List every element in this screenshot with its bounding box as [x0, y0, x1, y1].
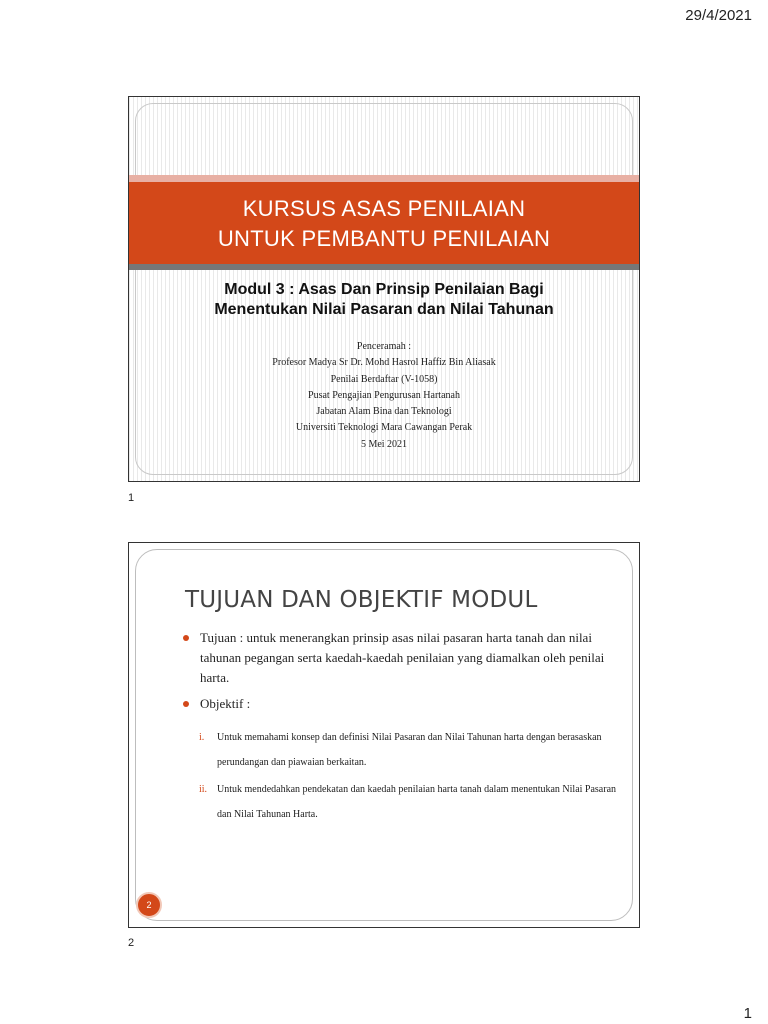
page-number: 1 — [743, 1005, 752, 1022]
roman-numeral-marker: i. — [199, 732, 205, 743]
print-date: 29/4/2021 — [685, 7, 752, 24]
roman-numeral-marker: ii. — [199, 784, 208, 795]
list-item — [181, 694, 621, 714]
presentation-date: 5 Mei 2021 — [360, 438, 408, 450]
bullet-dot-icon — [183, 635, 189, 641]
presenter-label: Penceramah : — [356, 341, 412, 352]
slide-2-caption-number: 2 — [128, 937, 135, 949]
objective-sub-list — [181, 726, 621, 827]
sub-list-item — [199, 778, 621, 827]
slide-number-badge: 2 — [136, 892, 162, 918]
sub-item-text: Untuk mendedahkan pendekatan dan kaedah penilaian harta tanah dalam menentukan Nilai Pasaran dan Nilai Tahunan Harta. — [217, 784, 617, 820]
list-item — [181, 628, 621, 688]
presenter-name: Profesor Madya Sr Dr. Mohd Hasrol Haffiz Bin Aliasak — [272, 357, 496, 369]
bullet-dot-icon — [183, 701, 189, 707]
presenter-school: Pusat Pengajian Pengurusan Hartanah — [308, 389, 460, 401]
module-subtitle — [129, 280, 639, 320]
bullet-text: Tujuan : untuk menerangkan prinsip asas nilai pasaran harta tanah dan nilai tahunan pegangan serta kaedah-kaedah penilaian yang diamalkan oleh penilai harta. — [200, 630, 605, 685]
objective-list — [181, 628, 621, 830]
presenter-university: Universiti Teknologi Mara Cawangan Perak — [295, 422, 473, 434]
title-line-1: KURSUS ASAS PENILAIAN — [242, 196, 526, 221]
presenter-registration: Penilai Berdaftar (V-1058) — [330, 373, 438, 385]
slide-2-heading: TUJUAN DAN OBJEKTIF MODUL — [185, 587, 538, 613]
bullet-text: Objektif : — [200, 696, 251, 711]
title-band — [129, 182, 639, 264]
presenter-department: Jabatan Alam Bina dan Teknologi — [316, 406, 452, 418]
title-accent-stripe — [129, 175, 639, 182]
slide-1-caption-number: 1 — [128, 492, 135, 504]
subtitle-line-1: Modul 3 : Asas Dan Prinsip Penilaian Bagi — [224, 281, 544, 298]
sub-item-text: Untuk memahami konsep dan definisi Nilai Pasaran dan Nilai Tahunan harta dengan berasaskan perundangan dan piawaian berkaitan. — [217, 732, 602, 768]
title-gray-stripe — [129, 264, 639, 270]
sub-list-item — [199, 726, 621, 775]
presenter-details — [129, 339, 639, 453]
subtitle-line-2: Menentukan Nilai Pasaran dan Nilai Tahunan — [214, 301, 554, 318]
slide-2 — [128, 542, 640, 928]
slide-1 — [128, 96, 640, 482]
title-line-2: UNTUK PEMBANTU PENILAIAN — [217, 226, 551, 251]
